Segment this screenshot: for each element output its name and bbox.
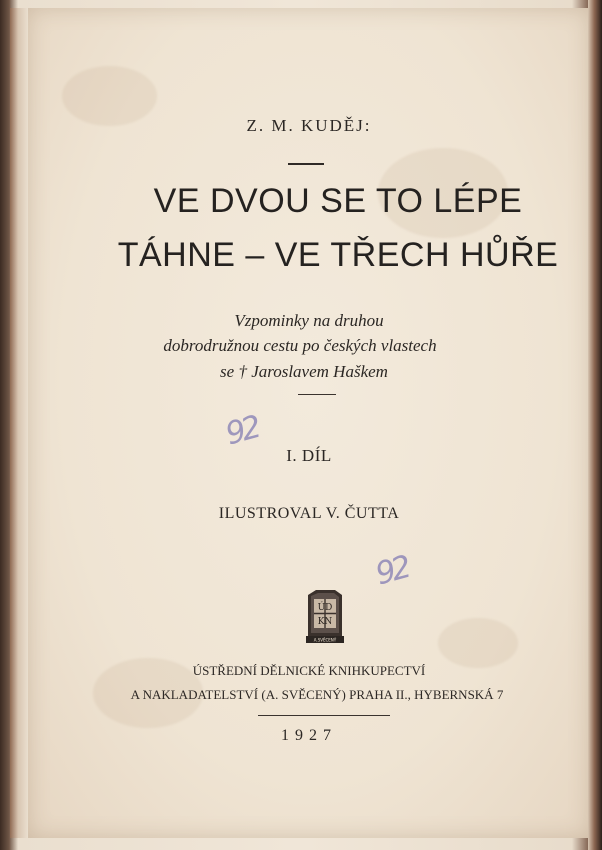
page-edge [588,0,602,850]
publisher-rule [258,715,390,716]
section-rule [298,394,336,395]
title-page [28,8,590,838]
author-name: Z. M. KUDĚJ: [246,116,372,135]
publisher-line-1: ÚSTŘEDNÍ DĚLNICKÉ KNIHKUPECTVÍ [192,663,426,678]
illustrator-credit: ILUSTROVAL V. ČUTTA [218,505,400,522]
paper-stain [438,618,518,668]
book-title-line-2: TÁHNE – VE TŘECH HŮŘE [117,236,559,274]
publisher-logo [304,586,346,644]
subtitle-line-3: se † Jaroslavem Haškem [220,362,388,381]
separator-dash [288,163,324,165]
subtitle-line-2: dobrodružnou cestu po českých vlastech [163,336,437,355]
logo-top-text: ÚD [317,603,333,613]
subtitle-line-1: Vzpominky na druhou [234,311,384,330]
book-spine [10,8,28,838]
publisher-line-2: A NAKLADATELSTVÍ (A. SVĚCENÝ) PRAHA II., HYBERNSKÁ 7 [130,687,504,702]
book-title-line-1: VE DVOU SE TO LÉPE [153,182,523,220]
volume-part: I. DÍL [286,446,332,465]
logo-label: A.SVĚCENÝ [313,637,337,643]
library-stamp: 92 [221,409,262,453]
logo-bottom-text: KN [317,617,333,627]
publication-year: 1927 [281,727,337,744]
library-stamp: 92 [371,549,412,593]
